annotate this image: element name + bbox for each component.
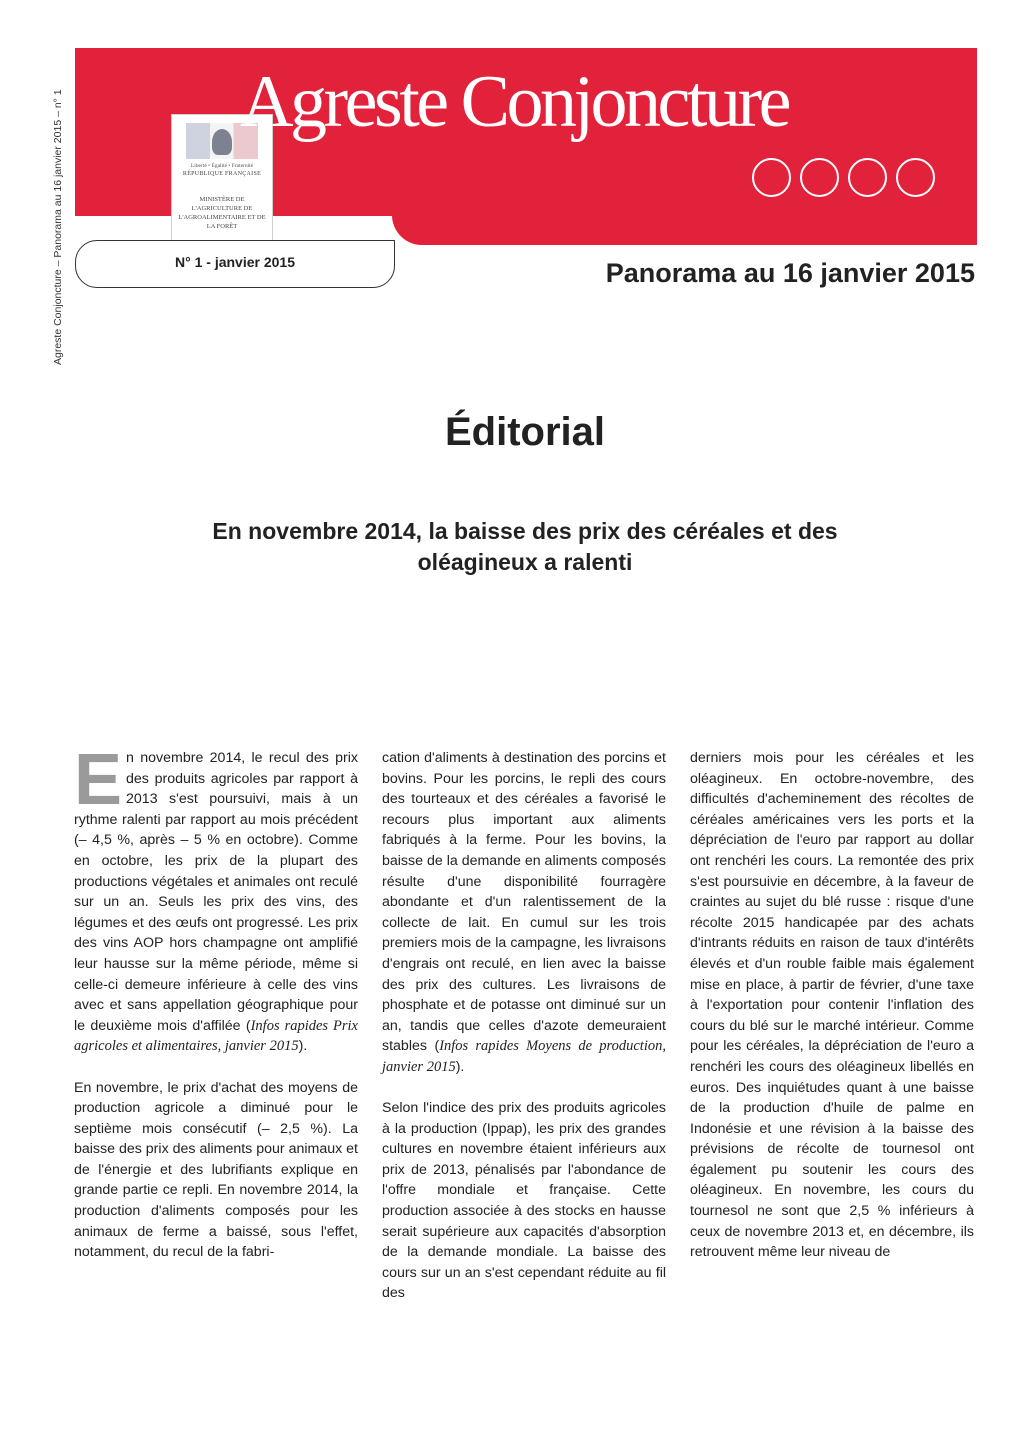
page-title: Éditorial: [444, 410, 606, 454]
source-reference: Infos rapides Prix agricoles et alimentaires, janvier 2015: [74, 1017, 358, 1055]
headline: En novembre 2014, la baisse des prix des céréales et des oléagineux a ralenti: [212, 518, 838, 575]
issue-label-box: [75, 240, 395, 288]
paragraph: Selon l'indice des prix des produits agricoles à la production (Ippap), les prix des grandes cultures en novembre étaient inférieurs aux prix de 2013, pénalisés par l'abondance de l'offre mondiale et française. Cette production associée à des stocks en hausse serait supérieure aux capacités d'absorption de la demande mondiale. La baisse des cours sur un an s'est cependant réduite au fil des: [382, 1100, 666, 1302]
paragraph-text: n novembre 2014, le recul des prix des produits agricoles par rapport à 2013 s'est poursuivi, mais à un rythme ralenti par rapport au mois précédent (– 4,5 %, après – 5 % en octobre). Comme en octobre, les prix de la plupart des productions végétales et animales ont reculé sur un an. Seuls les prix des vins, des légumes et des œufs ont progressé. Les prix des vins AOP hors champagne ont amplifié leur hausse sur la même période, même si celle-ci demeure inférieure à celle des vins avec et sans appellation géographique pour le deuxième mois d'affilée (: [74, 750, 358, 1034]
drop-cap: E: [74, 740, 123, 820]
circle-icon: [752, 158, 791, 197]
paragraph: derniers mois pour les céréales et les oléagineux. En octobre-novembre, des difficultés d'acheminement des récoltes de céréales américaines vers les ports et la dépréciation de l'euro par rapport au dollar ont renchéri les cours. La remontée des prix s'est poursuivie en décembre, à la faveur de craintes au sujet du blé russe : risque d'une récolte 2015 handicapée par des achats d'intrants réduits en raison de taux d'intérêts élevés et d'un rouble faible mais également mise en place, à partir de février, d'une taxe à l'exportation pour contenir l'inflation des cours du blé sur le marché intérieur. Comme pour les céréales, la dépréciation de l'euro a renchéri les cours des oléagineux libellés en euros. Des inquiétudes quant à une baisse de la production d'huile de palme en Indonésie et une révision à la baisse des prévisions de récolte de tournesol ont également pu soutenir les cours des oléagineux. En novembre, les cours du tournesol ne sont que 2,5 % inférieurs à ceux de novembre 2013 et, en décembre, ils retrouvent même leur niveau de: [690, 750, 974, 1261]
paragraph: En novembre, le prix d'achat des moyens de production agricole a diminué pour le septième mois consécutif (– 2,5 %). La baisse des prix des aliments pour animaux et de l'énergie et des lubrifiants explique en grande partie ce repli. En novembre 2014, la production d'aliments composés pour les animaux de ferme a baissé, sous l'effet, notamment, du recul de la fabri-: [74, 1079, 358, 1261]
paragraph: [382, 748, 666, 1078]
paragraph-text: cation d'aliments à destination des porcins et bovins. Pour les porcins, le repli des cours des tourteaux et des céréales a favorisé le recours plus important aux aliments fabriqués à la ferme. Pour les bovins, la baisse de la demande en aliments composés résulte d'une disponibilité fourragère abondante et d'un ralentissement de la collecte de lait. En cumul sur les trois premiers mois de la campagne, les livraisons d'engrais ont reculé, en lien avec la baisse des prix des cultures. Les livraisons de phosphate et de potasse ont diminué sur un an, tandis que celles d'azote demeuraient stables (: [382, 750, 666, 1055]
circle-icon: [800, 158, 839, 197]
republique-francaise: RÉPUBLIQUE FRANÇAISE: [182, 171, 262, 177]
header-banner: [75, 48, 977, 230]
text-column-2: [382, 748, 666, 1304]
paragraph: [74, 740, 358, 1057]
ministry-name: MINISTÈRE DE L'AGRICULTURE DE L'AGROALIMENTAIRE ET DE LA FORÊT: [178, 196, 266, 230]
circles-decoration: [752, 158, 935, 198]
paragraph-end: ).: [298, 1038, 308, 1055]
side-running-header: Agreste Conjoncture – Panorama au 16 janvier 2015 – n° 1: [52, 89, 64, 365]
text-column-3: [690, 748, 974, 1263]
panorama-date: Panorama au 16 janvier 2015: [605, 258, 975, 288]
brand-title: Agreste Conjoncture: [240, 61, 788, 143]
issue-number: N° 1 - janvier 2015: [175, 254, 295, 270]
circle-icon: [848, 158, 887, 197]
republic-motto: Liberté • Égalité • Fraternité: [190, 163, 254, 169]
circle-icon: [896, 158, 935, 197]
paragraph-end: ).: [455, 1058, 465, 1075]
banner-tab: [392, 215, 977, 245]
text-column-1: [74, 740, 358, 1263]
source-reference: Infos rapides Moyens de production, janvier 2015: [382, 1038, 666, 1075]
